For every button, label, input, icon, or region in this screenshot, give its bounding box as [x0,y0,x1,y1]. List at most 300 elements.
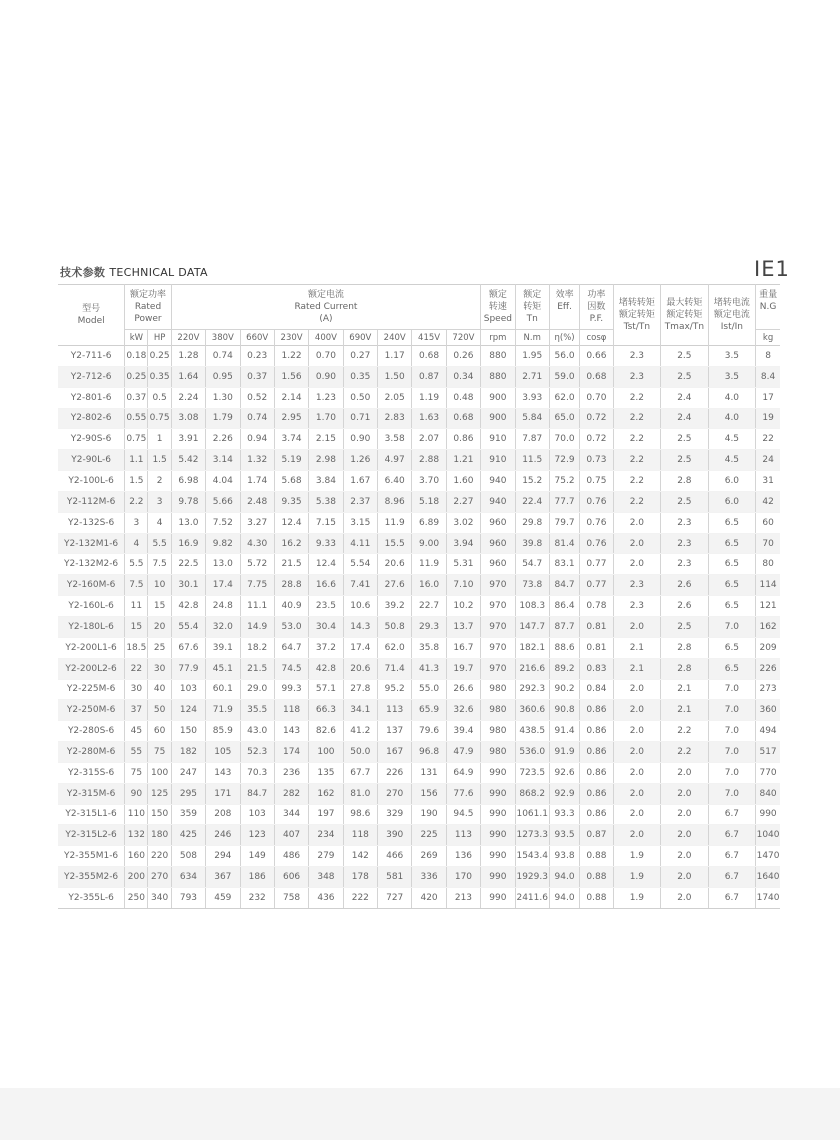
section-title-zh: 技术参数 [60,266,106,279]
data-cell: 17 [756,387,780,408]
data-cell: 0.71 [343,408,377,429]
data-cell: 90.8 [549,700,579,721]
data-cell: 226 [378,762,412,783]
data-cell: 147.7 [515,616,549,637]
data-cell: 18.5 [125,637,148,658]
data-cell: 246 [206,825,240,846]
data-cell: 6.7 [708,804,756,825]
data-cell: 2.3 [661,512,709,533]
data-cell: 3.5 [708,366,756,387]
data-cell: 5.19 [274,450,308,471]
data-cell: 31 [756,471,780,492]
data-cell: 142 [343,846,377,867]
data-cell: 29.8 [515,512,549,533]
unit-cell: 720V [446,330,480,346]
data-cell: 990 [481,762,515,783]
data-cell: 5.84 [515,408,549,429]
data-cell: 294 [206,846,240,867]
data-cell: 2.2 [613,491,661,512]
data-cell: 2.1 [613,658,661,679]
data-cell: 13.0 [171,512,205,533]
data-cell: 0.75 [148,408,171,429]
data-cell: 606 [274,867,308,888]
data-cell: 2.0 [661,804,709,825]
data-cell: 344 [274,804,308,825]
data-cell: 5.72 [240,554,274,575]
data-cell: 45.1 [206,658,240,679]
header-locked-torque-ratio: 堵转转矩 额定转矩 Tst/Tn [613,285,661,346]
model-cell: Y2-355L-6 [58,887,125,908]
data-cell: 91.9 [549,742,579,763]
data-cell: 93.5 [549,825,579,846]
data-cell: 26.6 [446,679,480,700]
data-cell: 4.30 [240,533,274,554]
model-cell: Y2-90L-6 [58,450,125,471]
data-cell: 54.7 [515,554,549,575]
data-cell: 90.2 [549,679,579,700]
data-cell: 0.37 [240,366,274,387]
data-cell: 226 [756,658,780,679]
data-cell: 6.5 [708,658,756,679]
data-cell: 132 [125,825,148,846]
unit-cell: 400V [309,330,343,346]
data-cell: 2.6 [661,575,709,596]
data-cell: 940 [481,471,515,492]
data-cell: 2.0 [613,533,661,554]
data-cell: 6.5 [708,554,756,575]
data-cell: 2.26 [206,429,240,450]
header-torque: 额定 转矩 Tn [515,285,549,330]
data-cell: 143 [274,721,308,742]
table-row [58,742,780,763]
data-cell: 960 [481,512,515,533]
technical-data-table [58,284,780,909]
data-cell: 0.52 [240,387,274,408]
data-cell: 197 [309,804,343,825]
data-cell: 2.05 [378,387,412,408]
table-row [58,387,780,408]
data-cell: 113 [446,825,480,846]
data-cell: 340 [148,887,171,908]
data-cell: 2.2 [661,721,709,742]
data-cell: 64.7 [274,637,308,658]
data-cell: 67.6 [171,637,205,658]
data-cell: 222 [343,887,377,908]
model-cell: Y2-132S-6 [58,512,125,533]
data-cell: 17.4 [206,575,240,596]
data-cell: 92.9 [549,783,579,804]
data-cell: 2.4 [661,387,709,408]
data-cell: 124 [171,700,205,721]
data-cell: 213 [446,887,480,908]
data-cell: 150 [171,721,205,742]
data-cell: 22.5 [171,554,205,575]
data-cell: 162 [756,616,780,637]
data-cell: 970 [481,596,515,617]
data-cell: 466 [378,846,412,867]
data-cell: 436 [309,887,343,908]
data-cell: 0.86 [580,721,613,742]
data-cell: 137 [378,721,412,742]
data-cell: 793 [171,887,205,908]
data-cell: 4.0 [708,408,756,429]
data-cell: 336 [412,867,446,888]
data-cell: 980 [481,721,515,742]
data-cell: 2.0 [613,721,661,742]
data-cell: 3.93 [515,387,549,408]
data-cell: 6.5 [708,533,756,554]
data-cell: 1.30 [206,387,240,408]
data-cell: 160 [125,846,148,867]
data-cell: 32.0 [206,616,240,637]
data-cell: 35.5 [240,700,274,721]
data-cell: 55.0 [412,679,446,700]
data-cell: 6.7 [708,846,756,867]
data-cell: 6.0 [708,471,756,492]
data-cell: 150 [148,804,171,825]
data-cell: 0.73 [580,450,613,471]
data-cell: 19 [756,408,780,429]
data-cell: 71.4 [378,658,412,679]
model-cell: Y2-132M2-6 [58,554,125,575]
data-cell: 1.21 [446,450,480,471]
data-cell: 2.88 [412,450,446,471]
data-cell: 2.27 [446,491,480,512]
data-cell: 94.0 [549,867,579,888]
data-cell: 20.6 [343,658,377,679]
data-cell: 3.84 [309,471,343,492]
data-cell: 27.6 [378,575,412,596]
data-cell: 22.4 [515,491,549,512]
data-cell: 125 [148,783,171,804]
page-bottom-band [0,1088,840,1140]
data-cell: 3.91 [171,429,205,450]
data-cell: 162 [309,783,343,804]
data-cell: 2.0 [613,783,661,804]
table-row [58,491,780,512]
data-cell: 25 [148,637,171,658]
data-cell: 2.95 [274,408,308,429]
data-cell: 3.14 [206,450,240,471]
data-cell: 1.64 [171,366,205,387]
data-cell: 42.8 [309,658,343,679]
data-cell: 92.6 [549,762,579,783]
unit-cell: cosφ [580,330,613,346]
data-cell: 2.71 [515,366,549,387]
data-cell: 10.2 [446,596,480,617]
data-cell: 136 [446,846,480,867]
data-cell: 7.5 [125,575,148,596]
data-cell: 2.1 [613,637,661,658]
data-cell: 960 [481,533,515,554]
data-cell: 273 [756,679,780,700]
data-cell: 2.0 [613,616,661,637]
data-cell: 2.8 [661,637,709,658]
data-cell: 13.7 [446,616,480,637]
data-cell: 1640 [756,867,780,888]
data-cell: 486 [274,846,308,867]
data-cell: 2.0 [613,700,661,721]
data-cell: 2.0 [613,762,661,783]
data-cell: 81.4 [549,533,579,554]
model-cell: Y2-315M-6 [58,783,125,804]
data-cell: 990 [481,867,515,888]
data-cell: 93.3 [549,804,579,825]
data-cell: 234 [309,825,343,846]
data-cell: 2.3 [613,366,661,387]
data-cell: 5.31 [446,554,480,575]
data-cell: 30.1 [171,575,205,596]
data-cell: 22 [125,658,148,679]
model-cell: Y2-90S-6 [58,429,125,450]
data-cell: 2.2 [661,742,709,763]
data-cell: 7.52 [206,512,240,533]
data-cell: 50.0 [343,742,377,763]
data-cell: 1.19 [412,387,446,408]
data-cell: 170 [446,867,480,888]
data-cell: 34.1 [343,700,377,721]
data-cell: 35.8 [412,637,446,658]
data-cell: 16.2 [274,533,308,554]
data-cell: 70.3 [240,762,274,783]
data-cell: 2.3 [661,554,709,575]
data-cell: 29.0 [240,679,274,700]
data-cell: 2.2 [613,387,661,408]
data-cell: 103 [171,679,205,700]
data-cell: 200 [125,867,148,888]
data-cell: 990 [481,887,515,908]
data-cell: 131 [412,762,446,783]
data-cell: 3.5 [708,346,756,367]
table-row [58,762,780,783]
data-cell: 6.5 [708,637,756,658]
data-cell: 18.2 [240,637,274,658]
model-cell: Y2-355M1-6 [58,846,125,867]
data-cell: 0.81 [580,637,613,658]
data-cell: 279 [309,846,343,867]
data-cell: 2.2 [613,450,661,471]
data-cell: 2.3 [661,533,709,554]
data-cell: 2.0 [661,867,709,888]
data-cell: 14.9 [240,616,274,637]
data-cell: 0.81 [580,616,613,637]
data-cell: 28.8 [274,575,308,596]
data-cell: 88.6 [549,637,579,658]
data-cell: 0.23 [240,346,274,367]
data-cell: 4 [148,512,171,533]
data-cell: 269 [412,846,446,867]
unit-cell: 230V [274,330,308,346]
data-cell: 438.5 [515,721,549,742]
data-cell: 0.84 [580,679,613,700]
data-cell: 0.72 [580,429,613,450]
data-cell: 4.0 [708,387,756,408]
data-cell: 0.87 [412,366,446,387]
data-cell: 37.2 [309,637,343,658]
model-cell: Y2-112M-6 [58,491,125,512]
data-cell: 880 [481,346,515,367]
model-cell: Y2-250M-6 [58,700,125,721]
data-cell: 0.25 [125,366,148,387]
model-cell: Y2-280M-6 [58,742,125,763]
header-model: 型号 Model [58,285,125,346]
model-cell: Y2-315L1-6 [58,804,125,825]
data-cell: 2.3 [613,596,661,617]
data-cell: 494 [756,721,780,742]
data-cell: 32.6 [446,700,480,721]
table-row [58,867,780,888]
data-cell: 2.15 [309,429,343,450]
data-cell: 2.8 [661,658,709,679]
data-cell: 0.74 [240,408,274,429]
data-cell: 216.6 [515,658,549,679]
model-cell: Y2-180L-6 [58,616,125,637]
data-cell: 2.5 [661,491,709,512]
data-cell: 98.6 [343,804,377,825]
data-cell: 1.5 [125,471,148,492]
data-cell: 79.7 [549,512,579,533]
data-cell: 2.37 [343,491,377,512]
data-cell: 0.86 [580,700,613,721]
data-cell: 3.94 [446,533,480,554]
data-cell: 900 [481,387,515,408]
data-cell: 0.88 [580,867,613,888]
data-cell: 99.3 [274,679,308,700]
model-cell: Y2-280S-6 [58,721,125,742]
data-cell: 360.6 [515,700,549,721]
data-cell: 1 [148,429,171,450]
table-row [58,512,780,533]
data-cell: 2.5 [661,346,709,367]
data-cell: 15 [148,596,171,617]
table-row [58,596,780,617]
data-cell: 15 [125,616,148,637]
data-cell: 2.0 [661,887,709,908]
data-cell: 208 [206,804,240,825]
data-cell: 174 [274,742,308,763]
data-cell: 29.3 [412,616,446,637]
model-cell: Y2-100L-6 [58,471,125,492]
data-cell: 171 [206,783,240,804]
table-row [58,575,780,596]
data-cell: 1.26 [343,450,377,471]
data-cell: 6.7 [708,887,756,908]
table-row [58,408,780,429]
data-cell: 15.5 [378,533,412,554]
header-rated-current: 额定电流 Rated Current (A) [171,285,480,330]
data-cell: 295 [171,783,205,804]
table-row [58,658,780,679]
header-weight: 重量 N.G [759,290,778,312]
header-speed: 额定 转速 Speed [481,285,515,330]
data-cell: 5.5 [125,554,148,575]
data-cell: 0.83 [580,658,613,679]
data-cell: 27.8 [343,679,377,700]
data-cell: 9.78 [171,491,205,512]
data-cell: 367 [206,867,240,888]
data-cell: 1.17 [378,346,412,367]
data-cell: 7.10 [446,575,480,596]
data-cell: 3.70 [412,471,446,492]
unit-cell: 690V [343,330,377,346]
data-cell: 6.5 [708,512,756,533]
data-cell: 360 [756,700,780,721]
data-cell: 39.4 [446,721,480,742]
data-cell: 50.8 [378,616,412,637]
data-cell: 2.3 [613,575,661,596]
data-cell: 57.1 [309,679,343,700]
data-cell: 77.9 [171,658,205,679]
data-cell: 6.7 [708,825,756,846]
data-cell: 121 [756,596,780,617]
table-row [58,700,780,721]
unit-cell: kW [125,330,148,346]
data-cell: 7.0 [708,721,756,742]
data-cell: 79.6 [412,721,446,742]
data-cell: 16.0 [412,575,446,596]
data-cell: 390 [378,825,412,846]
table-row [58,471,780,492]
data-cell: 13.0 [206,554,240,575]
data-cell: 95.2 [378,679,412,700]
data-cell: 8 [756,346,780,367]
data-cell: 0.34 [446,366,480,387]
data-cell: 82.6 [309,721,343,742]
data-cell: 0.27 [343,346,377,367]
data-cell: 2.98 [309,450,343,471]
data-cell: 0.50 [343,387,377,408]
data-cell: 52.3 [240,742,274,763]
data-cell: 0.76 [580,491,613,512]
data-cell: 970 [481,637,515,658]
model-cell: Y2-200L1-6 [58,637,125,658]
data-cell: 2.3 [613,346,661,367]
model-cell: Y2-132M1-6 [58,533,125,554]
data-cell: 910 [481,429,515,450]
data-cell: 56.0 [549,346,579,367]
table-row [58,554,780,575]
data-cell: 41.2 [343,721,377,742]
data-cell: 2.8 [661,471,709,492]
data-cell: 7.41 [343,575,377,596]
data-cell: 225 [412,825,446,846]
table-row [58,346,780,367]
model-cell: Y2-160M-6 [58,575,125,596]
data-cell: 4.11 [343,533,377,554]
data-cell: 420 [412,887,446,908]
data-cell: 0.35 [343,366,377,387]
data-cell: 77.6 [446,783,480,804]
data-cell: 21.5 [274,554,308,575]
data-cell: 359 [171,804,205,825]
table-row [58,450,780,471]
data-cell: 2.0 [613,512,661,533]
data-cell: 508 [171,846,205,867]
data-cell: 0.68 [412,346,446,367]
data-cell: 2.1 [661,679,709,700]
model-cell: Y2-712-6 [58,366,125,387]
data-cell: 16.6 [309,575,343,596]
model-cell: Y2-315L2-6 [58,825,125,846]
data-cell: 60 [148,721,171,742]
data-cell: 53.0 [274,616,308,637]
data-cell: 75 [148,742,171,763]
unit-cell: N.m [515,330,549,346]
data-cell: 43.0 [240,721,274,742]
data-cell: 0.68 [446,408,480,429]
data-cell: 880 [481,366,515,387]
data-cell: 2.14 [274,387,308,408]
